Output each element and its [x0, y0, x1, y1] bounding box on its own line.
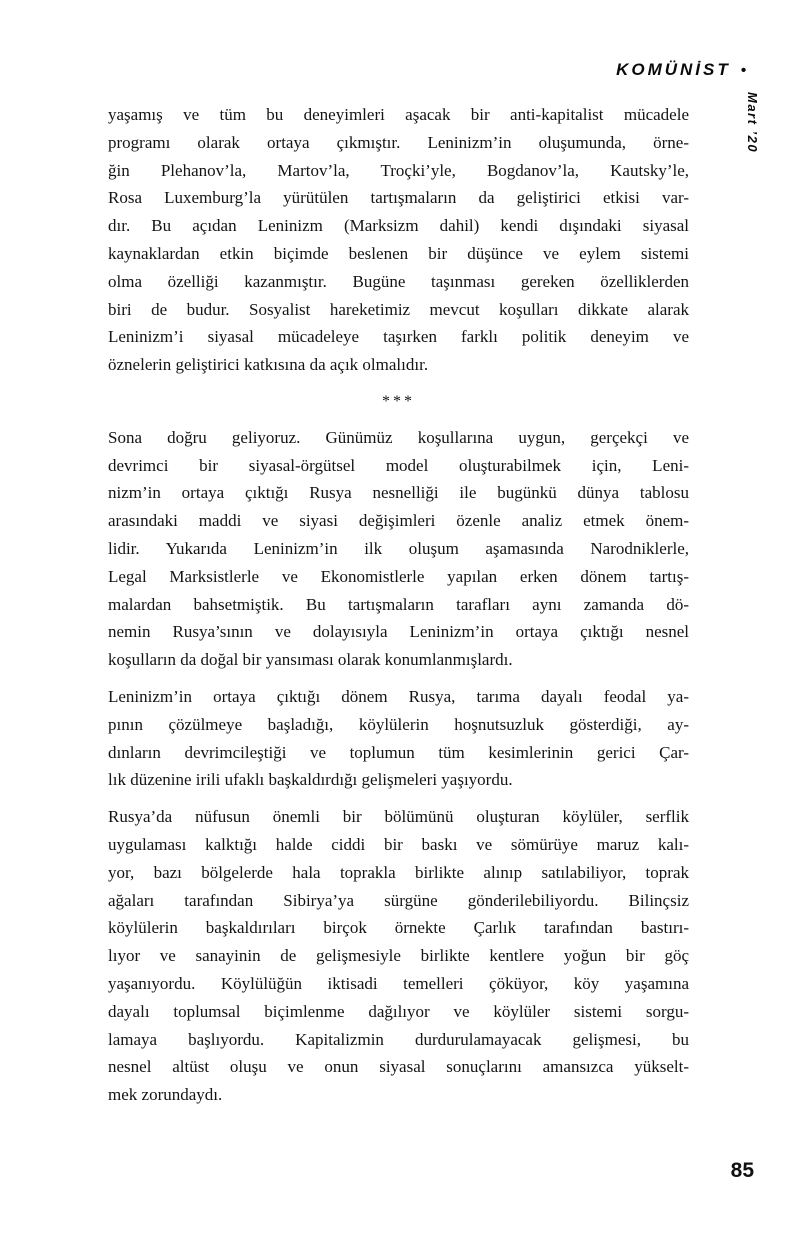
header-bullet-icon: •: [740, 61, 746, 79]
text-line: köylülerin başkaldırıları birçok örnekte Çarlık tarafından bastırı-: [108, 918, 689, 938]
text-line: Rosa Luxemburg’la yürütülen tartışmaların da geliştirici etkisi var-: [108, 188, 689, 208]
text-line: devrimci bir siyasal-örgütsel model oluşturabilmek için, Leni-: [108, 455, 689, 475]
text-line: lıyor ve sanayinin de gelişmesiyle birlikte kentlere yoğun bir göç: [108, 946, 689, 966]
text-line: arasındaki maddi ve siyasi değişimleri özenle analiz etmek önem-: [108, 511, 689, 531]
text-line: Leninizm’i siyasal mücadeleye taşırken farklı politik deneyim ve: [108, 327, 689, 347]
text-line: lidir. Yukarıda Leninizm’in ilk oluşum aşamasında Narodniklerle,: [108, 538, 689, 558]
text-line: koşulların da doğal bir yansıması olarak konumlanmışlardı.: [108, 650, 513, 670]
page-body: [108, 101, 689, 1118]
text-line: nemin Rusya’sının ve dolayısıyla Leninizm’in ortaya çıktığı nesnel: [108, 622, 689, 642]
text-line: olma özelliği kazanmıştır. Bugüne taşınması gereken özelliklerden: [108, 271, 689, 291]
text-line: yor, bazı bölgelerde hala toprakla birlikte alınıp satılabiliyor, toprak: [108, 862, 689, 882]
paragraph: [108, 683, 689, 794]
text-line: kaynaklardan etkin biçimde beslenen bir düşünce ve eylem sistemi: [108, 243, 689, 263]
text-line: ğin Plehanov’la, Martov’la, Troçki’yle, Bogdanov’la, Kautsky’le,: [108, 160, 689, 180]
journal-title: KOMÜNİST: [616, 60, 731, 79]
text-line: lamaya başlıyordu. Kapitalizmin durdurulamayacak gelişmesi, bu: [108, 1029, 689, 1049]
text-line: yaşanıyordu. Köylülüğün iktisadi temelleri çöküyor, köy yaşamına: [108, 973, 689, 993]
page-number: 85: [730, 1159, 754, 1182]
paragraph: [108, 424, 689, 674]
text-line: biri de budur. Sosyalist hareketimiz mevcut koşulları dikkate alarak: [108, 299, 689, 319]
text-line: malardan bahsetmiştik. Bu tartışmaların tarafları aynı zamanda dö-: [108, 594, 689, 614]
text-line: dır. Bu açıdan Leninizm (Marksizm dahil) kendi dışındaki siyasal: [108, 216, 689, 236]
paragraph: [108, 803, 689, 1109]
text-line: öznelerin geliştirici katkısına da açık olmalıdır.: [108, 355, 429, 375]
text-line: Sona doğru geliyoruz. Günümüz koşullarına uygun, gerçekçi ve: [108, 427, 689, 447]
text-line: nesnel altüst oluşu ve onun siyasal sonuçlarını amansızca yükselt-: [108, 1057, 689, 1077]
text-line: yaşamış ve tüm bu deneyimleri aşacak bir anti-kapitalist mücadele: [108, 105, 689, 124]
text-line: dınların devrimcileştiği ve toplumun tüm kesimlerinin gerici Çar-: [108, 742, 689, 762]
text-line: pının çözülmeye başladığı, köylülerin hoşnutsuzluk gösterdiği, ay-: [108, 714, 689, 734]
text-line: uygulaması kalktığı halde ciddi bir baskı ve sömürüye maruz kalı-: [108, 834, 689, 854]
text-line: dayalı toplumsal biçimlenme dağılıyor ve köylüler sistemi sorgu-: [108, 1001, 689, 1021]
text-line: ağaları tarafından Sibirya’ya sürgüne gönderilebiliyordu. Bilinçsiz: [108, 890, 689, 910]
text-line: programı olarak ortaya çıkmıştır. Leninizm’in oluşumunda, örne-: [108, 132, 689, 152]
text-line: nizm’in ortaya çıktığı Rusya nesnelliği ile bugünkü dünya tablosu: [108, 483, 689, 503]
journal-header: [616, 60, 746, 80]
text-line: Legal Marksistlerle ve Ekonomistlerle yapılan erken dönem tartış-: [108, 566, 689, 586]
text-line: Leninizm’in ortaya çıktığı dönem Rusya, tarıma dayalı feodal ya-: [108, 686, 689, 706]
text-line: mek zorundaydı.: [108, 1085, 223, 1105]
section-separator: ***: [382, 392, 415, 410]
issue-date: Mart ’20: [745, 92, 760, 154]
text-line: lık düzenine irili ufaklı başkaldırdığı gelişmeleri yaşıyordu.: [108, 770, 513, 790]
text-line: Rusya’da nüfusun önemli bir bölümünü oluşturan köylüler, serflik: [108, 807, 689, 827]
paragraph: [108, 101, 689, 379]
